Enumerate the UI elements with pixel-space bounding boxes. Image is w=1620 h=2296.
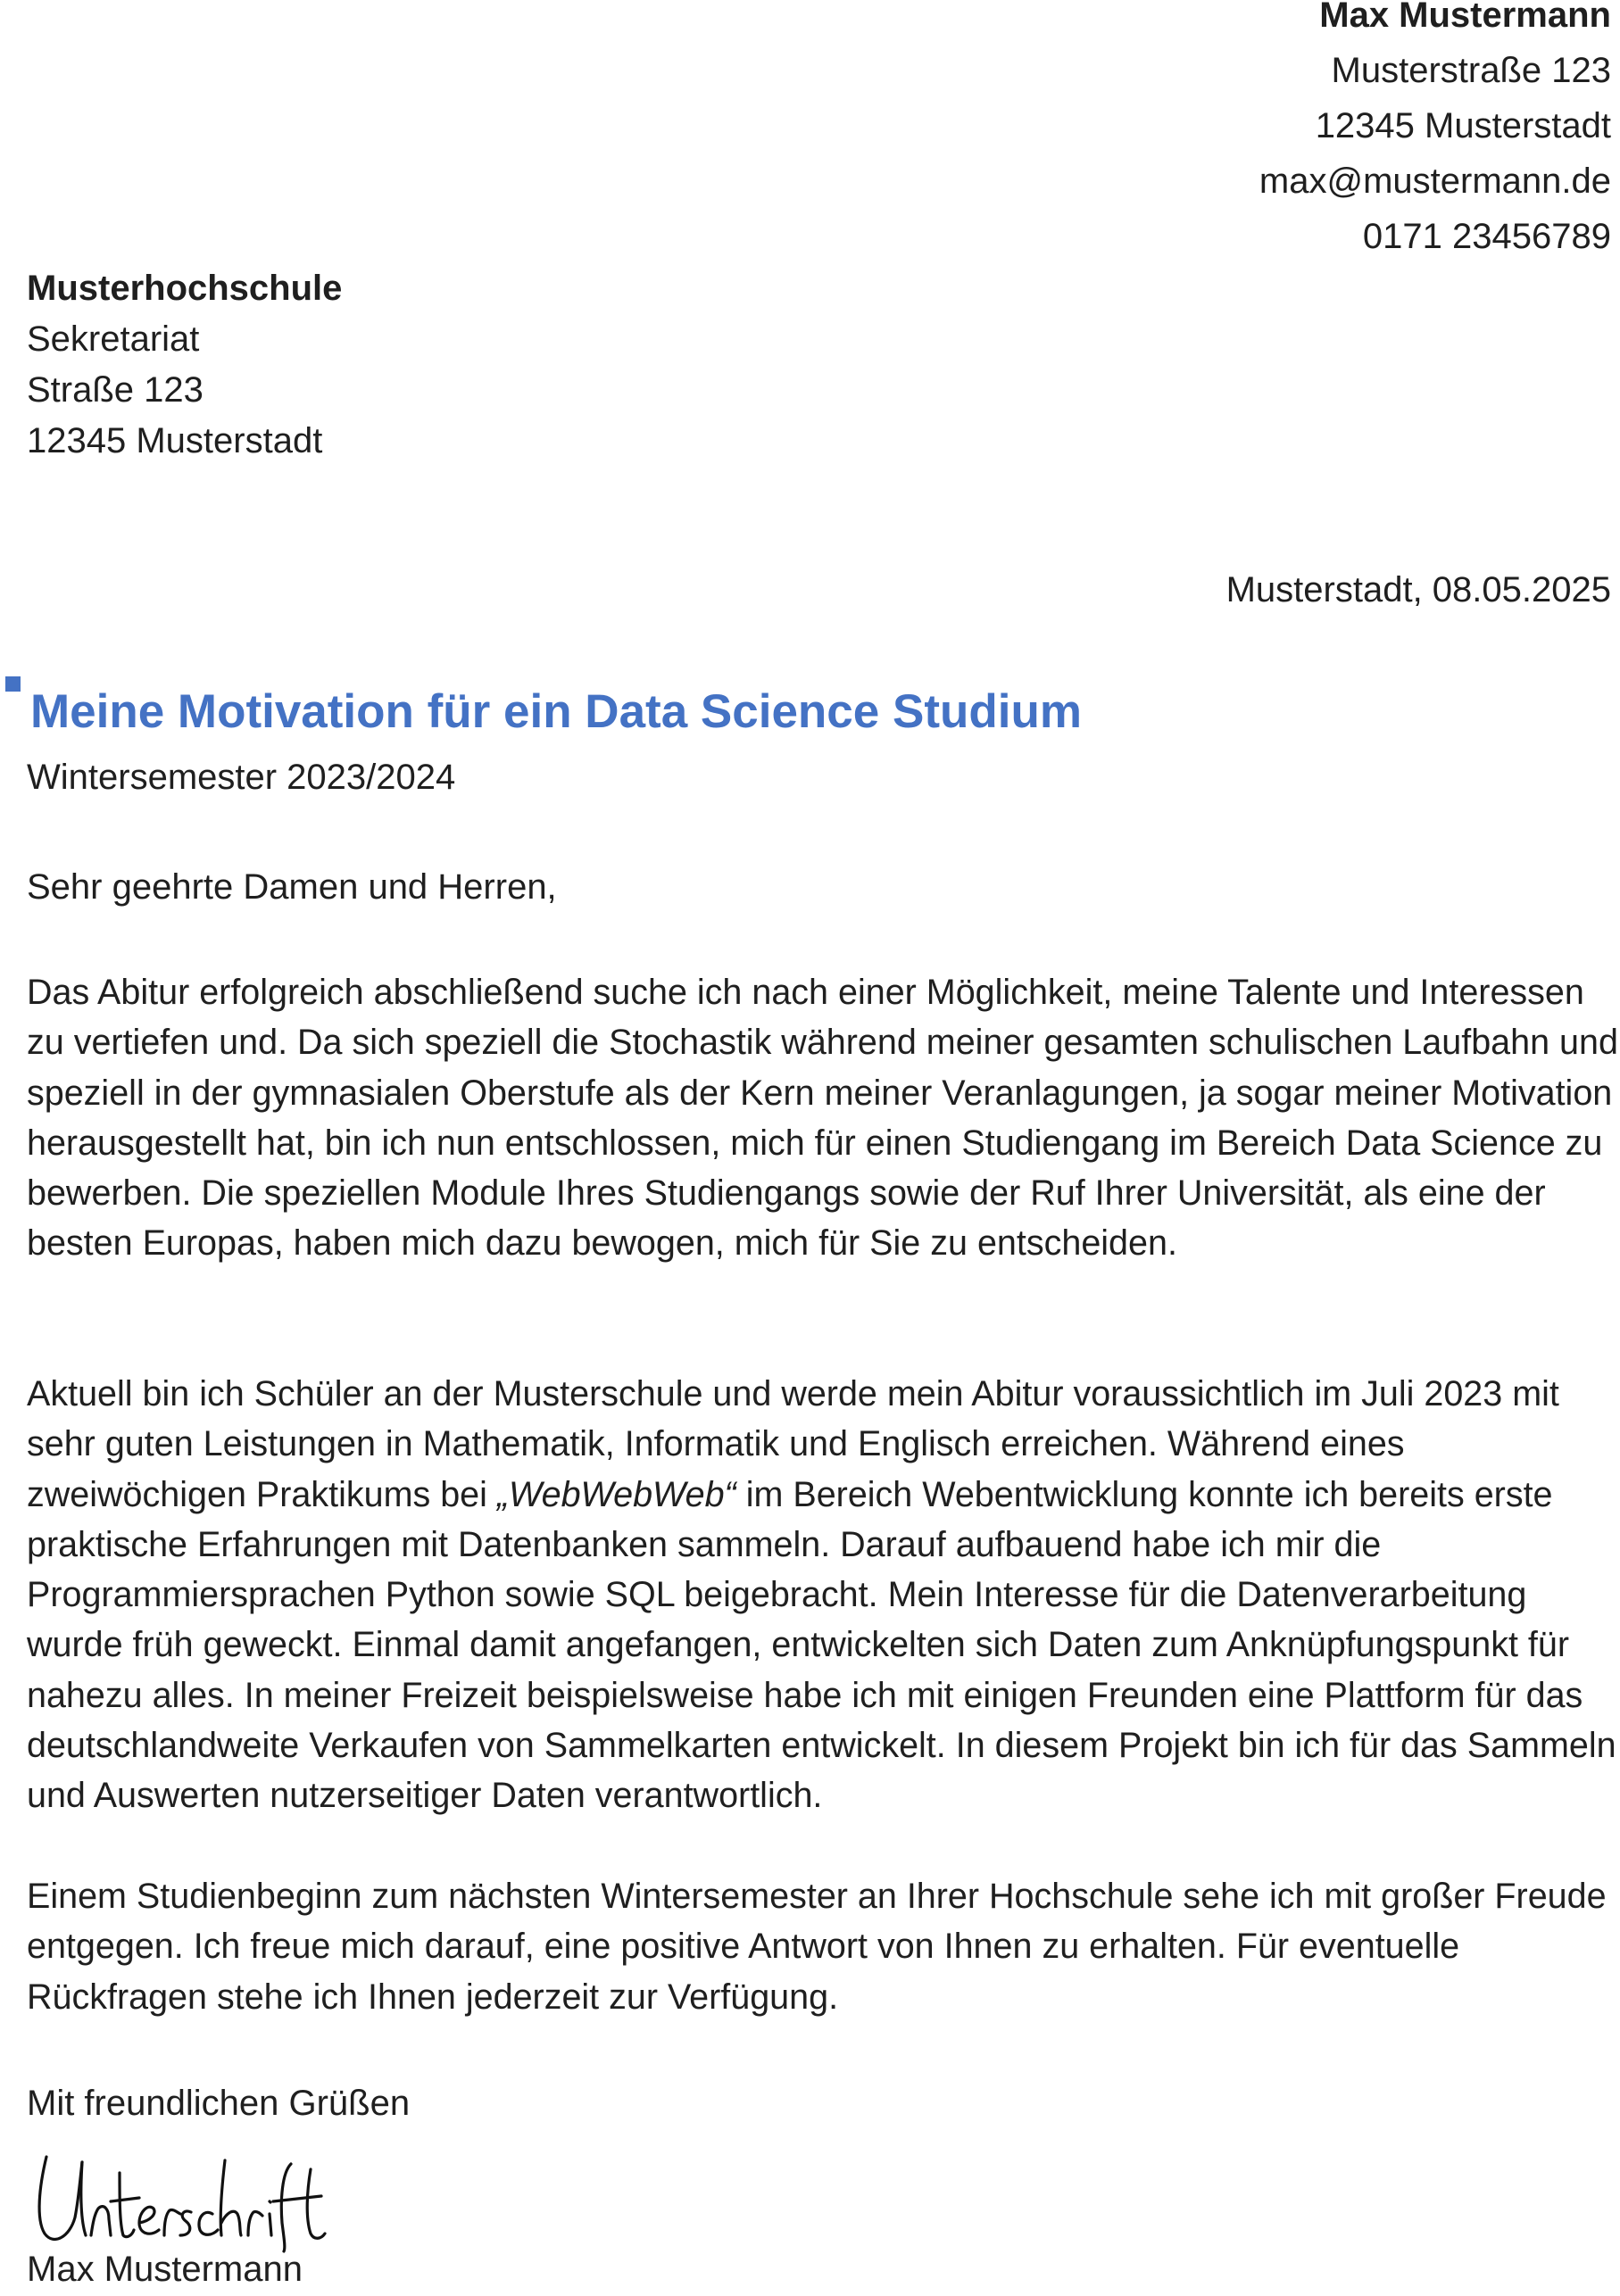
company-name: „WebWebWeb“: [496, 1474, 736, 1514]
paragraph-2-text-end: im Bereich Webentwicklung konnte ich bereits erste praktische Erfahrungen mit Datenbanken sammeln. Darauf aufbauend habe ich mir die Programmiersprachen Python sowie SQL beigebracht. Mein Interesse für die Datenverarbeitung wurde früh geweckt. Einmal damit angefangen, entwickelten sich Daten zum Anknüpfungspunkt für nahezu alles. In meiner Freizeit beispielsweise habe ich mit einigen Freunden eine Plattform für das deutschlandweite Verkaufen von Sammelkarten entwickelt. In diesem Projekt bin ich für das Sammeln und Auswerten nutzerseitiger Daten verantwortlich.: [27, 1474, 1616, 1816]
sender-city: 12345 Musterstadt: [1315, 106, 1611, 145]
recipient-organization: Musterhochschule: [27, 269, 343, 308]
sender-address-block: [808, 0, 1611, 264]
recipient-address-block: [27, 263, 830, 467]
paragraph-1: Das Abitur erfolgreich abschließend suche ich nach einer Möglichkeit, meine Talente und Interessen zu vertiefen und. Da sich speziell die Stochastik während meiner gesamten schulischen Laufbahn und speziell in der gymnasialen Oberstufe als der Kern meiner Veranlagungen, ja sogar meiner Motivation herausgestellt hat, bin ich nun entschlossen, mich für einen Studiengang im Bereich Data Science zu bewerben. Die speziellen Module Ihres Studiengangs sowie der Ruf Ihrer Universität, als eine der besten Europas, haben mich dazu bewogen, mich für Sie zu entscheiden.: [27, 973, 1618, 1264]
paragraph-2: [27, 1369, 1620, 1821]
paragraph-3: Einem Studienbeginn zum nächsten Wintersemester an Ihrer Hochschule sehe ich mit großer Freude entgegen. Ich freue mich darauf, eine positive Antwort von Ihnen zu erhalten. Für eventuelle Rückfragen stehe ich Ihnen jederzeit zur Verfügung.: [27, 1877, 1607, 2017]
recipient-city: 12345 Musterstadt: [27, 421, 323, 460]
recipient-department: Sekretariat: [27, 319, 200, 359]
sender-street: Musterstraße 123: [1331, 51, 1611, 90]
salutation: Sehr geehrte Damen und Herren,: [27, 867, 557, 907]
heading-marker: [5, 676, 21, 692]
paragraph-2-text-start: Aktuell bin ich Schüler an der Musterschule und werde mein Abitur voraussichtlich im Juli 2023 mit sehr guten Leistungen in Mathematik, Informatik und Englisch erreichen. Während eines zweiwöchigen Praktikums bei: [27, 1374, 1559, 1514]
sender-name: Max Mustermann: [1319, 0, 1611, 35]
signer-name: Max Mustermann: [27, 2250, 303, 2289]
closing-phrase: Mit freundlichen Grüßen: [27, 2084, 411, 2123]
subject-heading: Meine Motivation für ein Data Science Studium: [30, 685, 1082, 738]
recipient-street: Straße 123: [27, 370, 204, 410]
handwritten-signature: [27, 2137, 366, 2253]
date-line: Musterstadt, 08.05.2025: [1225, 570, 1611, 609]
sender-email: max@mustermann.de: [1259, 162, 1611, 201]
sender-phone: 0171 23456789: [1362, 217, 1611, 256]
semester-line: Wintersemester 2023/2024: [27, 758, 456, 797]
